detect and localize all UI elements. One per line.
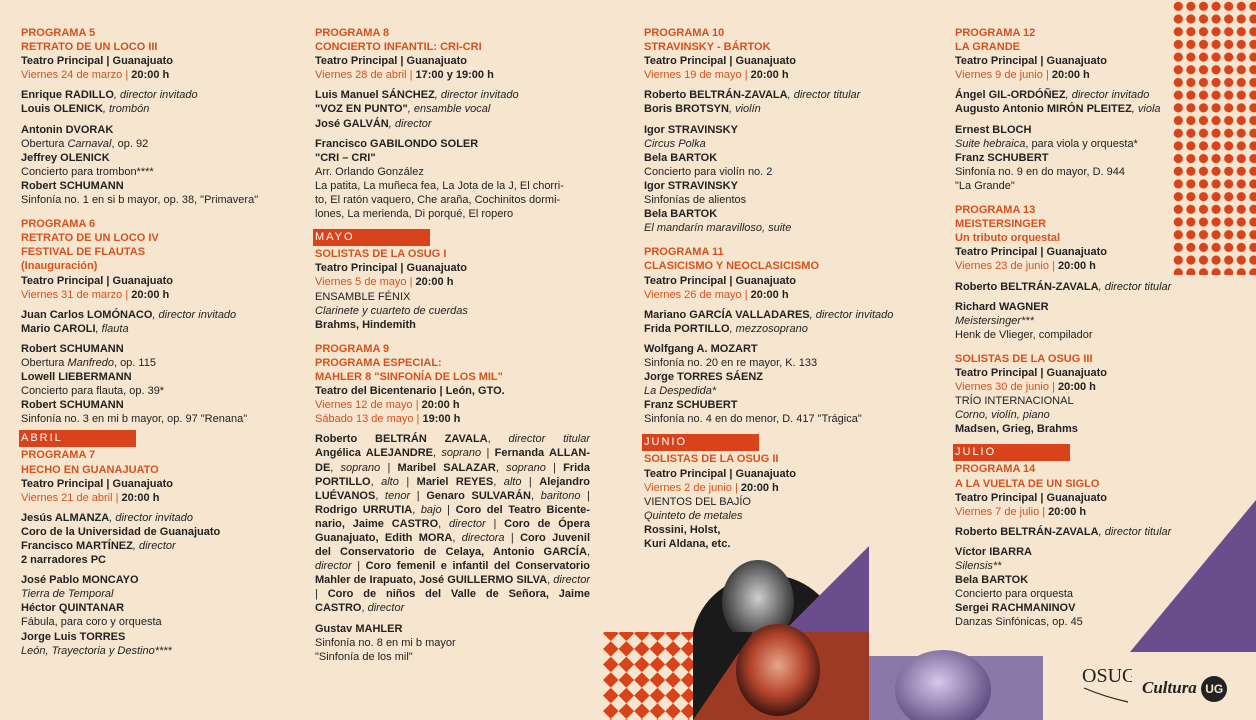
instrumentation: Quinteto de metales [644,509,743,522]
performers-block [315,432,590,615]
program-9 [315,342,590,664]
composer: Bela BARTOK [644,208,718,221]
program-title: MEISTERSINGER [955,218,1047,231]
instrumentation: Corno, violín, piano [955,409,1050,422]
performer: "VOZ EN PUNTO", ensamble vocal [315,103,491,116]
date-time: Viernes 9 de junio | 20:00 h [955,69,1090,82]
work: Concierto para flauta, op. 39* [21,385,165,398]
composer: Igor STRAVINSKY [644,179,738,192]
program-number: PROGRAMA 13 [955,204,1036,217]
month-bar-julio: JULIO [953,444,1070,461]
composer: Jorge TORRES SÁENZ [644,371,763,384]
composer: Francisco GABILONDO SOLER [315,137,479,150]
instrumentation: Clarinete y cuarteto de cuerdas [315,304,468,317]
venue: Teatro Principal | Guanajuato [955,366,1108,379]
work: Concierto para orquesta [955,588,1074,601]
solistas-osug-2 [644,452,914,551]
program-title: FESTIVAL DE FLAUTAS [21,246,146,259]
venue: Teatro Principal | Guanajuato [21,274,174,287]
work: Obertura Manfredo, op. 115 [21,356,156,369]
work: Sinfonía no. 9 en do mayor, D. 944 [955,165,1126,178]
cultura-logo-text: Cultura [1142,678,1197,698]
schumann-portrait [869,650,1043,720]
program-number: PROGRAMA 6 [21,218,96,231]
date-time: Viernes 30 de junio | 20:00 h [955,381,1096,394]
program-5 [21,26,291,207]
decorative-dot-pattern [1172,0,1256,275]
date-time: Viernes 28 de abril | 17:00 y 19:00 h [315,69,494,82]
composer: Jeffrey OLENICK [21,151,110,164]
program-10 [644,26,914,235]
performer-line: DE, soprano | Maribel SALAZAR, soprano | Frida [315,461,590,474]
column-3 [644,26,914,551]
program-title: SOLISTAS DE LA OSUG III [955,352,1093,365]
work-list: La patita, La muñeca fea, La Jota de la J, El chorri- [315,179,564,192]
performer: Juan Carlos LOMÓNACO, director invitado [21,308,237,321]
composers: Madsen, Grieg, Brahms [955,423,1078,436]
venue: Teatro Principal | Guanajuato [644,55,797,68]
composer: Robert SCHUMANN [21,399,124,412]
osug-logo [1080,660,1132,709]
performer-line: PORTILLO, alto | Mariel REYES, alto | Alejandro [315,475,590,488]
venue: Teatro Principal | Guanajuato [955,491,1108,504]
program-number: PROGRAMA 11 [644,246,724,259]
performer: Mariano GARCÍA VALLADARES, director invitado [644,308,894,321]
composer: Franz SCHUBERT [644,399,738,412]
program-title: LA GRANDE [955,41,1020,54]
program-title: PROGRAMA ESPECIAL: [315,356,442,369]
composer: Jorge Luis TORRES [21,630,126,643]
composer: Ernest BLOCH [955,123,1032,136]
ensemble: VIENTOS DEL BAJÍO [644,495,751,508]
venue: Teatro Principal | Guanajuato [955,246,1108,259]
performer-line: CASTRO, director [315,602,405,615]
composer: Antonin DVORAK [21,123,114,136]
performer-line: Angélica ALEJANDRE, soprano | Fernanda ALLAN- [315,447,590,460]
work-list: to, El ratón vaquero, Che araña, Cochinitos dormi- [315,194,561,207]
work: Obertura Carnaval, op. 92 [21,137,149,150]
performer: Boris BROTSYN, violín [644,103,761,116]
date-time: Viernes 21 de abril | 20:00 h [21,491,160,504]
composer: Lowell LIEBERMANN [21,371,132,384]
ensemble: ENSAMBLE FÉNIX [315,290,411,303]
work: Sinfonías de alientos [644,194,747,207]
composers: Rossini, Holst, [644,523,721,536]
performer: Ángel GIL-ORDÓÑEZ, director invitado [955,89,1150,102]
composer: Bela BARTOK [955,574,1029,587]
work: "Sinfonía de los mil" [315,650,413,663]
work: Sinfonía no. 1 en si b mayor, op. 38, "Primavera" [21,194,259,207]
composers: Brahms, Hindemith [315,318,416,331]
column-1 [21,26,291,658]
performer-line: nario, Jaime CASTRO, director | Coro de Ópera [315,517,590,530]
work: Concierto para violín no. 2 [644,165,773,178]
date-time: Viernes 7 de julio | 20:00 h [955,505,1087,518]
program-8 [315,26,590,221]
program-title: SOLISTAS DE LA OSUG II [644,453,779,466]
work: Sinfonía no. 3 en mi b mayor, op. 97 "Renana" [21,413,248,426]
composer: Víctor IBARRA [955,545,1033,558]
program-number: PROGRAMA 10 [644,27,725,39]
program-subtitle: (Inauguración) [21,260,98,273]
date-time: Viernes 12 de mayo | 20:00 h [315,399,460,412]
program-number: PROGRAMA 12 [955,27,1036,39]
composer: Héctor QUINTANAR [21,602,125,615]
composer: Robert SCHUMANN [21,179,124,192]
performer-line: Rodrigo URRUTIA, bajo | Coro del Teatro Bicente- [315,503,590,516]
date-time: Viernes 5 de mayo | 20:00 h [315,276,454,289]
arranger: Arr. Orlando González [315,165,424,178]
performer: Frida PORTILLO, mezzosoprano [644,322,808,335]
venue: Teatro Principal | Guanajuato [644,467,797,480]
composers: Kuri Aldana, etc. [644,538,731,550]
program-12 [955,26,1175,193]
work: La Despedida* [644,385,717,398]
program-6 [21,217,291,426]
osug-logo-text: OSUG [1082,665,1132,687]
performer: 2 narradores PC [21,554,106,567]
work: Fábula, para coro y orquesta [21,616,162,629]
performer-line: | Coro de niños del Valle de Señora, Jaime [315,588,590,601]
program-number: PROGRAMA 9 [315,342,390,355]
composer-portrait-collage [603,540,1043,720]
performer: Louis OLENICK, trombón [21,103,150,116]
program-title: CLASICISMO Y NEOCLASICISMO [644,260,820,273]
month-bar-mayo: MAYO [313,229,430,246]
composer: Robert SCHUMANN [21,342,124,355]
column-4 [955,26,1175,629]
work: "La Grande" [955,179,1015,192]
program-title: A LA VUELTA DE UN SIGLO [955,477,1100,490]
performer: Enrique RADILLO, director invitado [21,89,198,102]
work: Tierra de Temporal [21,588,114,601]
work: León, Trayectoria y Destino**** [21,644,172,657]
date-time: Sábado 13 de mayo | 19:00 h [315,413,461,426]
venue: Teatro del Bicentenario | León, GTO. [315,385,505,398]
ug-badge: UG [1201,676,1227,702]
composer: Richard WAGNER [955,300,1049,313]
work: Concierto para trombon**** [21,165,154,178]
work: Sinfonía no. 4 en do menor, D. 417 "Trágica" [644,413,862,426]
work-list: lones, La merienda, Di porqué, El ropero [315,208,514,221]
performer: Roberto BELTRÁN-ZAVALA, director titular [955,280,1172,293]
performer-line: director | Coro femenil e infantil del Conservatorio [315,560,590,573]
program-number: PROGRAMA 7 [21,449,96,462]
program-title: RETRATO DE UN LOCO III [21,41,158,54]
composer: Wolfgang A. MOZART [644,342,758,355]
date-time: Viernes 26 de mayo | 20:00 h [644,288,789,301]
performer: Coro de la Universidad de Guanajuato [21,525,221,538]
performer: Luis Manuel SÁNCHEZ, director invitado [315,89,519,102]
work: Sinfonía no. 8 en mi b mayor [315,636,456,649]
solistas-osug-3 [955,352,1175,437]
performer: Francisco MARTÍNEZ, director [21,540,176,552]
program-title: RETRATO DE UN LOCO IV [21,232,159,245]
venue: Teatro Principal | Guanajuato [21,477,174,490]
performer: Mario CAROLI, flauta [21,322,129,335]
program-title: HECHO EN GUANAJUATO [21,463,159,476]
performer-line: del Conservatorio de Celaya, Antonio GARCÍA, [315,546,590,559]
composer: Gustav MAHLER [315,622,403,635]
program-11 [644,245,914,426]
program-title: STRAVINSKY - BÁRTOK [644,41,771,54]
program-title: CONCIERTO INFANTIL: CRI-CRI [315,41,482,54]
cultura-ug-logo [1142,676,1227,702]
program-title: SOLISTAS DE LA OSUG I [315,248,447,261]
work: Sinfonía no. 20 en re mayor, K. 133 [644,356,818,369]
performer-line: Mahler de Irapuato, José GUILLERMO SILVA, director [315,574,590,587]
venue: Teatro Principal | Guanajuato [315,55,468,68]
program-number: PROGRAMA 5 [21,27,96,39]
work: "CRI – CRI" [315,151,376,164]
date-time: Viernes 23 de junio | 20:00 h [955,260,1096,273]
performer: José GALVÁN, director [315,117,432,130]
performer: Roberto BELTRÁN-ZAVALA, director titular [644,89,861,102]
program-title: MAHLER 8 "SINFONÍA DE LOS MIL" [315,370,503,383]
work: Circus Polka [644,137,706,150]
program-13 [955,203,1175,342]
date-time: Viernes 19 de mayo | 20:00 h [644,69,789,82]
program-number: PROGRAMA 8 [315,27,390,39]
date-time: Viernes 2 de junio | 20:00 h [644,481,779,494]
column-2 [315,26,590,664]
performer-line: Roberto BELTRÁN ZAVALA, director titular [315,433,590,446]
composer: Bela BARTOK [644,151,718,164]
program-subtitle: Un tributo orquestal [955,232,1061,245]
venue: Teatro Principal | Guanajuato [21,55,174,68]
solistas-osug-1 [315,247,590,332]
work: Suite hebraica, para viola y orquesta* [955,137,1138,150]
ensemble: TRÍO INTERNACIONAL [955,395,1074,408]
performer: Jesús ALMANZA, director invitado [21,511,193,524]
month-bar-abril: ABRIL [19,430,136,447]
decorative-diamond-pattern [603,632,693,720]
venue: Teatro Principal | Guanajuato [955,55,1108,68]
date-time: Viernes 24 de marzo | 20:00 h [21,69,170,82]
performer: Roberto BELTRÁN-ZAVALA, director titular [955,525,1172,538]
composer: Franz SCHUBERT [955,151,1049,164]
composer: Igor STRAVINSKY [644,123,738,136]
work: Silensis** [955,560,1002,572]
work: Meistersinger*** [955,314,1034,327]
compiler: Henk de Vlieger, compilador [955,328,1093,341]
performer: Augusto Antonio MIRÓN PLEITEZ, viola [955,103,1161,116]
venue: Teatro Principal | Guanajuato [644,274,797,287]
program-7 [21,448,291,657]
program-number: PROGRAMA 14 [955,463,1036,476]
work: El mandarín maravilloso, suite [644,222,792,235]
composer: José Pablo MONCAYO [21,574,139,587]
composer: Sergei RACHMANINOV [955,602,1076,615]
date-time: Viernes 31 de marzo | 20:00 h [21,288,170,301]
performer-line: LUÉVANOS, tenor | Genaro SULVARÁN, baritono | [315,489,590,502]
work: Danzas Sinfónicas, op. 45 [955,616,1083,629]
performer-line: Guanajuato, Edith MORA, directora | Coro Juvenil [315,532,590,544]
venue: Teatro Principal | Guanajuato [315,262,468,275]
month-bar-junio: JUNIO [642,434,759,451]
